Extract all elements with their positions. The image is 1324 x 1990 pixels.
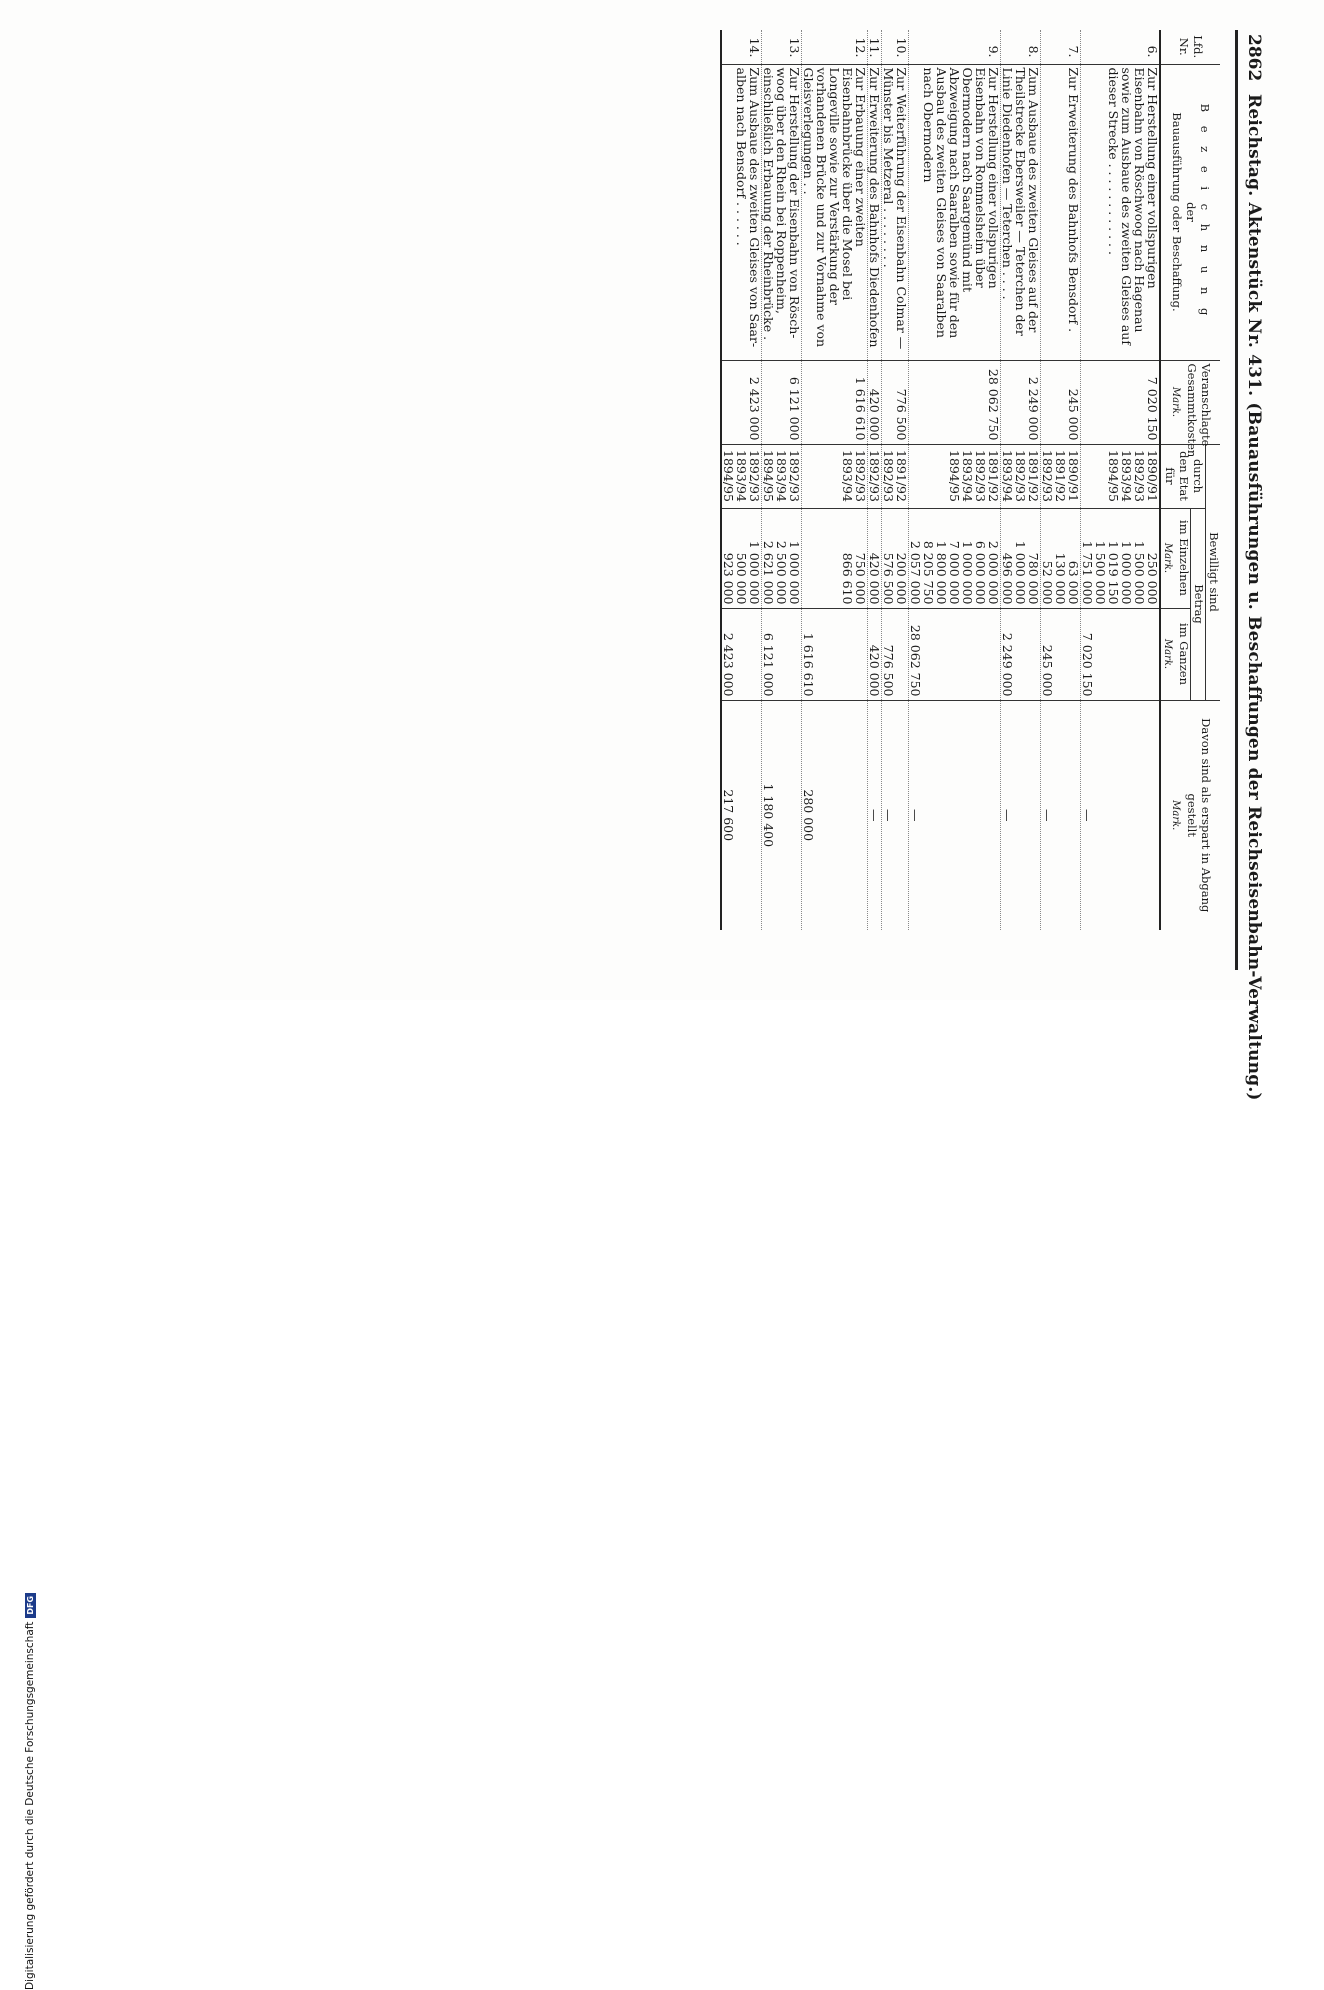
row-whole-amount: 28 062 750 (908, 608, 1000, 700)
row-individual-amounts (801, 508, 867, 608)
row-total-cost: 420 000 (867, 360, 881, 444)
digitization-credit-text: Digitalisierung gefördert durch die Deutsche Forschungsgemeinschaft (24, 1621, 36, 1990)
header-nr: Lfd. Nr. (1160, 30, 1220, 64)
table-row (908, 30, 1000, 930)
header-total-cost (1160, 360, 1220, 458)
row-number: 14. (721, 30, 762, 64)
construction-expenditure-table (720, 30, 1220, 930)
header-einzelnen-unit: Mark. (1161, 542, 1173, 574)
header-einzelnen (1160, 508, 1191, 608)
individual-amount: 780 000 (1025, 552, 1041, 605)
dfg-logo: DFG (25, 1593, 36, 1618)
row-total-cost: 2 423 000 (721, 360, 762, 444)
budget-year: 1893/94 (999, 450, 1015, 502)
budget-year: 1892/93 (866, 450, 882, 502)
budget-year: 1892/93 (972, 450, 988, 502)
budget-year: 1893/94 (839, 450, 855, 502)
table-row (881, 30, 908, 930)
row-number: 13. (761, 30, 801, 64)
header-etat: durch den Etat für (1160, 444, 1206, 508)
row-individual-amounts (1080, 508, 1160, 608)
individual-amount: 1 000 000 (746, 540, 762, 605)
table-row (761, 30, 801, 930)
page-title: Reichstag. Aktenstück Nr. 431. (Bauausführungen u. Beschaffungen der Reichseisenbahn-Verwaltung.) (1244, 94, 1264, 1101)
individual-amount: 8 205 750 (920, 540, 936, 605)
individual-amount: 1 500 000 (1131, 540, 1147, 605)
budget-year: 1891/92 (1025, 450, 1041, 502)
budget-year: 1892/93 (880, 450, 896, 502)
row-saved-amount: 217 600 (721, 700, 762, 930)
individual-amount: 1 800 000 (933, 540, 949, 605)
header-desc-sub: Bauausführung oder Beschaffung. (1170, 112, 1185, 312)
individual-amount: 496 000 (999, 552, 1015, 605)
individual-amount: 1 000 000 (1118, 540, 1134, 605)
row-description: Zur Erweiterung des Bahnhofs Diedenhofen (867, 64, 881, 360)
row-whole-amount: 6 121 000 (761, 608, 801, 700)
budget-year: 1892/93 (1012, 450, 1028, 502)
individual-amount: 1 751 000 (1079, 540, 1095, 605)
individual-amount: 2 000 000 (985, 540, 1001, 605)
row-whole-amount: 420 000 (867, 608, 881, 700)
individual-amount: 1 000 000 (1012, 540, 1028, 605)
row-whole-amount: 776 500 (881, 608, 908, 700)
row-total-cost: 776 500 (881, 360, 908, 444)
individual-amount: 130 000 (1052, 552, 1068, 605)
page-number: 2862 (1244, 34, 1264, 82)
header-desc-title: B e z e i c h n u n g (1198, 103, 1212, 321)
individual-amount: 6 000 000 (972, 540, 988, 605)
budget-year: 1892/93 (786, 450, 802, 502)
table-row (801, 30, 867, 930)
row-description: Zur Herstellung der Eisenbahn von Rösch-woog über den Rhein bei Roppenheim, einschließlich Erbauung der Rheinbrücke . (761, 64, 801, 360)
row-budget-years (867, 444, 881, 508)
header-total-cost-unit: Mark. (1169, 386, 1181, 418)
individual-amount: 1 000 000 (959, 540, 975, 605)
row-description: Zur Erbauung einer zweiten Eisenbahnbrücke über die Mosel bei Longeville sowie zur Verstärkung der vorhandenen Brücke und zur Vornahme von Gleisverlegungen . . (801, 64, 867, 360)
row-total-cost: 245 000 (1040, 360, 1080, 444)
individual-amount: 1 500 000 (1092, 540, 1108, 605)
row-individual-amounts (908, 508, 1000, 608)
header-ganzen-unit: Mark. (1161, 638, 1173, 670)
row-saved-amount: — (1040, 700, 1080, 930)
individual-amount: 750 000 (852, 552, 868, 605)
row-description: Zur Herstellung einer vollspurigen Eisenbahn von Röschwoog nach Hagenau sowie zum Ausbaue des zweiten Gleises auf dieser Strecke . . . . . . . . . . . . (1080, 64, 1160, 360)
budget-year: 1894/95 (760, 450, 776, 502)
table-row (721, 30, 762, 930)
budget-year: 1890/91 (1065, 450, 1081, 502)
header-betrag: Betrag (1191, 508, 1206, 700)
budget-year: 1893/94 (733, 450, 749, 502)
table-row (1000, 30, 1040, 930)
row-number: 9. (908, 30, 1000, 64)
row-saved-amount: — (908, 700, 1000, 930)
margin-note (18, 1000, 36, 1990)
individual-amount: 250 000 (1144, 552, 1160, 605)
budget-year: 1892/93 (1039, 450, 1055, 502)
budget-year: 1891/92 (1052, 450, 1068, 502)
header-erspart-unit: Mark. (1169, 800, 1181, 831)
row-budget-years (721, 444, 762, 508)
budget-year: 1893/94 (1118, 450, 1134, 502)
row-whole-amount: 2 249 000 (1000, 608, 1040, 700)
individual-amount: 500 000 (733, 552, 749, 605)
budget-year: 1894/95 (946, 450, 962, 502)
budget-year: 1894/95 (720, 450, 736, 502)
individual-amount: 923 000 (720, 552, 736, 605)
budget-year: 1890/91 (1144, 450, 1160, 502)
row-number: 8. (1000, 30, 1040, 64)
individual-amount: 2 500 000 (773, 540, 789, 605)
row-individual-amounts (881, 508, 908, 608)
row-description: Zur Erweiterung des Bahnhofs Bensdorf . (1040, 64, 1080, 360)
individual-amount: 63 000 (1065, 560, 1081, 605)
budget-year: 1894/95 (1105, 450, 1121, 502)
individual-amount: 200 000 (893, 552, 909, 605)
budget-year: 1892/93 (852, 450, 868, 502)
row-number: 11. (867, 30, 881, 64)
row-saved-amount: — (881, 700, 908, 930)
row-description: Zur Weiterführung der Eisenbahn Colmar — Münster bis Metzeral . . . . . . . . (881, 64, 908, 360)
individual-amount: 2 621 000 (760, 540, 776, 605)
header-ganzen-label: im Ganzen (1177, 623, 1192, 685)
budget-year: 1892/93 (1131, 450, 1147, 502)
table-row (1040, 30, 1080, 930)
row-description: Zum Ausbaue des zweiten Gleises auf der Theilstrecke Ebersweiler — Teterchen der Linie Diedenhofen — Teterchen . . . . (1000, 64, 1040, 360)
individual-amount: 52 000 (1039, 560, 1055, 605)
header-desc-der: der (1184, 202, 1199, 222)
row-whole-amount: 245 000 (1040, 608, 1080, 700)
row-total-cost: 2 249 000 (1000, 360, 1040, 444)
row-whole-amount: 2 423 000 (721, 608, 762, 700)
budget-year: 1893/94 (959, 450, 975, 502)
individual-amount: 420 000 (866, 552, 882, 605)
row-budget-years (1040, 444, 1080, 508)
row-description: Zur Herstellung einer vollspurigen Eisenbahn von Rommelsheim über Obermodern nach Saargemünd mit Abzweigung nach Saaralben sowie für den Ausbau des zweiten Gleises von Saaralben nach Obermodern (908, 64, 1000, 360)
row-budget-years (1080, 444, 1160, 508)
header-erspart (1160, 700, 1220, 930)
page-header (1235, 30, 1264, 1101)
table-body (721, 30, 1160, 930)
individual-amount: 866 610 (839, 552, 855, 605)
row-budget-years (881, 444, 908, 508)
row-individual-amounts (1040, 508, 1080, 608)
row-number: 10. (881, 30, 908, 64)
row-number: 6. (1080, 30, 1160, 64)
row-budget-years (908, 444, 1000, 508)
table-row (867, 30, 881, 930)
individual-amount: 2 057 000 (907, 540, 923, 605)
budget-year: 1892/93 (746, 450, 762, 502)
row-individual-amounts (867, 508, 881, 608)
budget-year: 1893/94 (773, 450, 789, 502)
budget-year: 1891/92 (893, 450, 909, 502)
row-individual-amounts (721, 508, 762, 608)
row-individual-amounts (1000, 508, 1040, 608)
row-whole-amount: 1 616 610 (801, 608, 867, 700)
row-saved-amount: 1 180 400 (761, 700, 801, 930)
row-total-cost: 6 121 000 (761, 360, 801, 444)
budget-year: 1891/92 (985, 450, 1001, 502)
row-total-cost: 28 062 750 (908, 360, 1000, 444)
row-budget-years (801, 444, 867, 508)
row-total-cost: 1 616 610 (801, 360, 867, 444)
row-number: 12. (801, 30, 867, 64)
header-erspart-label: Davon sind als erspart in Abgang gestellt (1185, 718, 1214, 913)
row-total-cost: 7 020 150 (1080, 360, 1160, 444)
row-saved-amount: — (867, 700, 881, 930)
digitization-credit (24, 1593, 36, 1990)
row-number: 7. (1040, 30, 1080, 64)
row-budget-years (1000, 444, 1040, 508)
header-description (1160, 64, 1220, 360)
header-bewilligt: Bewilligt sind (1206, 444, 1220, 700)
individual-amount: 7 000 000 (946, 540, 962, 605)
row-whole-amount: 7 020 150 (1080, 608, 1160, 700)
individual-amount: 576 500 (880, 552, 896, 605)
header-einzelnen-label: im Einzelnen (1177, 520, 1192, 596)
header-total-cost-label: Veranschlagte Gesammtkosten (1185, 363, 1214, 458)
row-description: Zum Ausbaue des zweiten Gleises von Saar-alben nach Bensdorf . . . . . . (721, 64, 762, 360)
row-individual-amounts (761, 508, 801, 608)
row-budget-years (761, 444, 801, 508)
table-header (1160, 30, 1220, 930)
header-ganzen (1160, 608, 1191, 700)
row-saved-amount: — (1080, 700, 1160, 930)
table-row (1080, 30, 1160, 930)
row-saved-amount: 280 000 (801, 700, 867, 930)
row-saved-amount: — (1000, 700, 1040, 930)
individual-amount: 1 019 150 (1105, 540, 1121, 605)
individual-amount: 1 000 000 (786, 540, 802, 605)
